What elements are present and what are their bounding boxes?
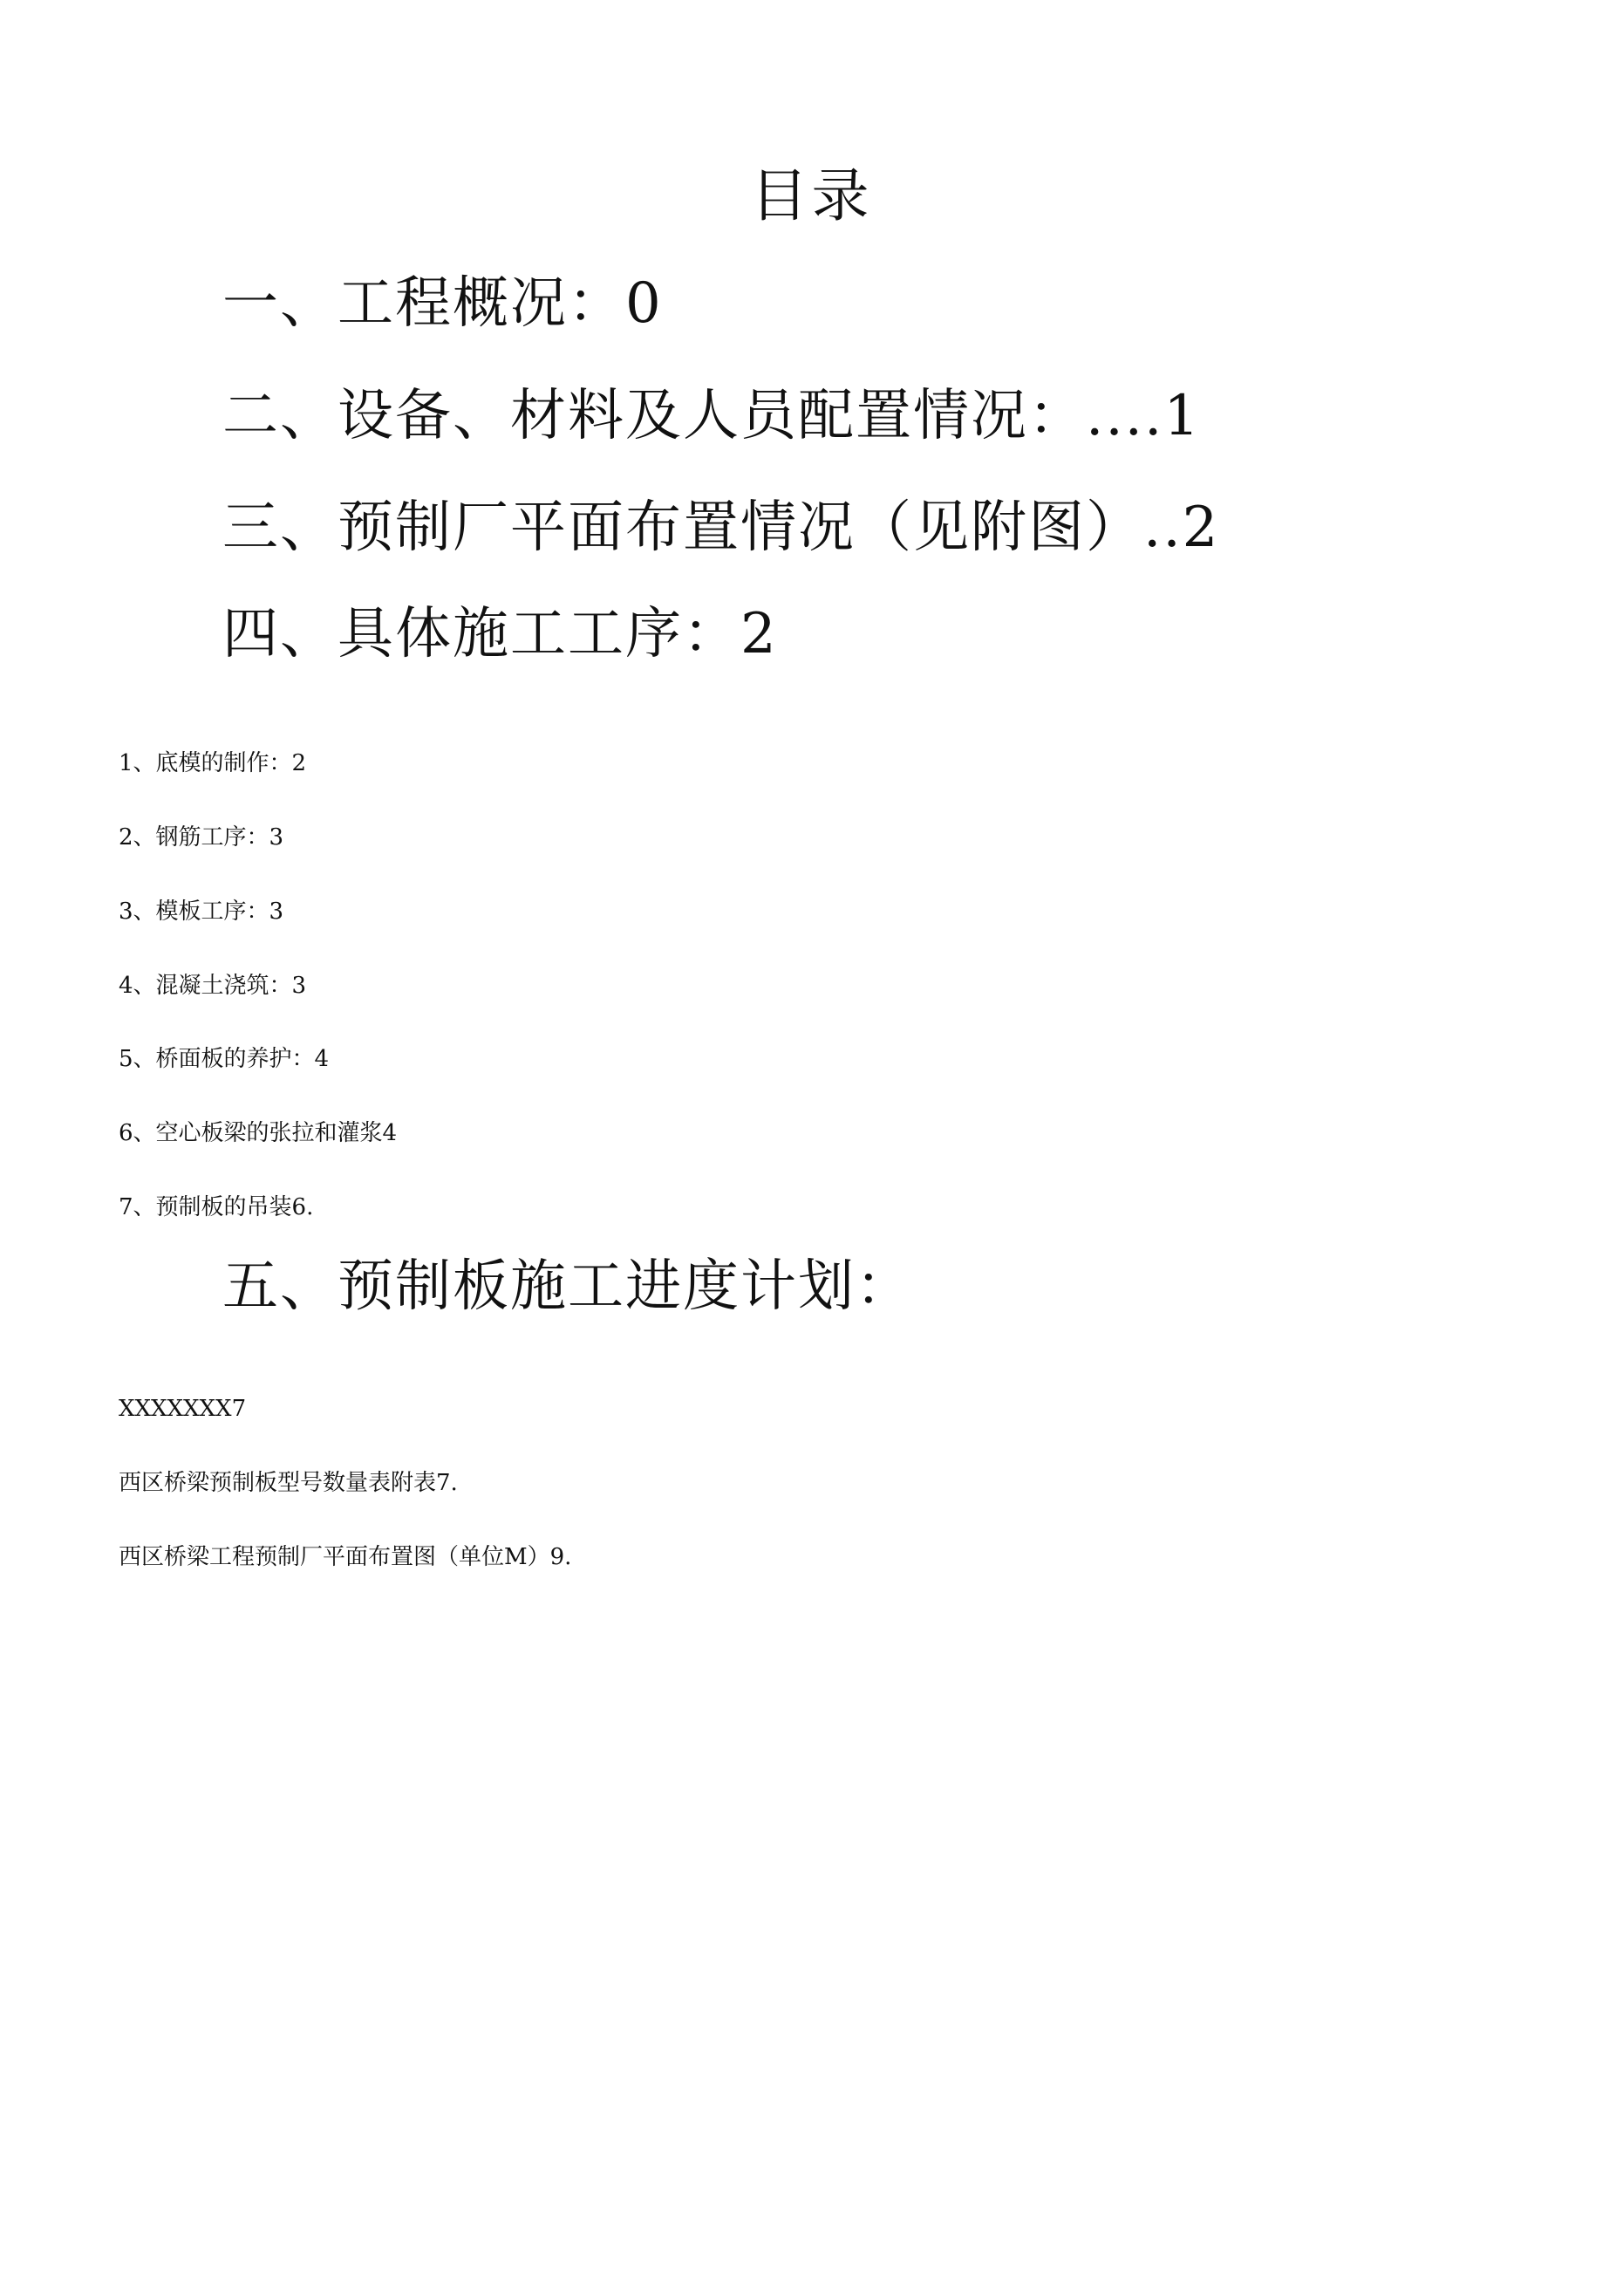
toc-subsection-3: 3、模板工序：3 — [119, 899, 284, 925]
toc-subsection-7: 7、预制板的吊装6. — [119, 1194, 314, 1220]
toc-subsection-6: 6、空心板梁的张拉和灌浆4 — [119, 1120, 398, 1146]
toc-subsection-5: 5、桥面板的养护：4 — [119, 1046, 330, 1072]
toc-subsection-2: 2、钢筋工序：3 — [119, 824, 284, 851]
toc-appendix-2: 西区桥梁预制板型号数量表附表7. — [119, 1470, 458, 1496]
toc-appendix-1: XXXXXXX7 — [119, 1396, 247, 1422]
toc-section-2: 二、设备、材料及人员配置情况：....1 — [222, 384, 1202, 448]
toc-section-5: 五、预制板施工进度计划： — [222, 1254, 913, 1319]
toc-section-3: 三、预制厂平面布置情况（见附图）..2 — [222, 495, 1220, 560]
toc-section-4: 四、具体施工工序：2 — [222, 602, 778, 666]
toc-title: 目录 — [750, 162, 873, 229]
toc-section-1: 一、工程概况：0 — [222, 271, 663, 336]
toc-appendix-3: 西区桥梁工程预制厂平面布置图（单位M）9. — [119, 1544, 572, 1570]
toc-subsection-1: 1、底模的制作：2 — [119, 750, 307, 776]
toc-subsection-4: 4、混凝土浇筑：3 — [119, 973, 307, 999]
